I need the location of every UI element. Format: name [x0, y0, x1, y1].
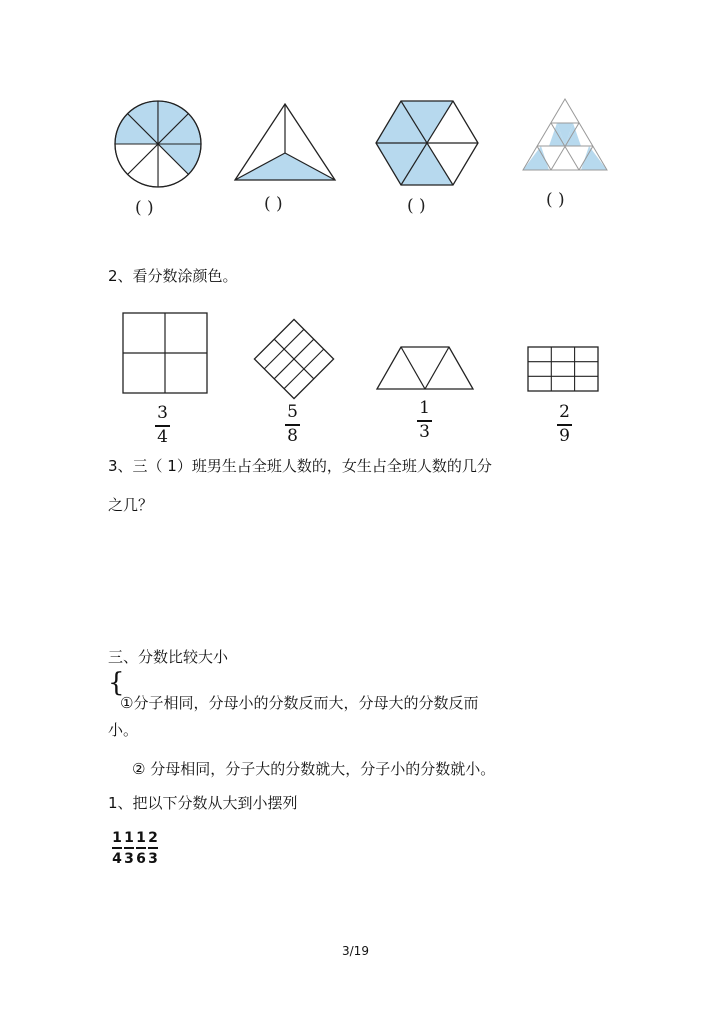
- fraction-five-eighths: [285, 404, 300, 445]
- rule-1-line-a: ①分子相同，分母小的分数反而大，分母大的分数反而: [120, 694, 479, 712]
- numerator: 2: [559, 402, 570, 422]
- numerator: 5: [287, 402, 298, 422]
- denominator: 6: [136, 850, 146, 867]
- denominator: 3: [419, 421, 430, 442]
- rule-2: ② 分母相同，分子大的分数就大，分子小的分数就小。: [132, 760, 496, 778]
- section-title: 三、分数比较大小: [108, 648, 229, 666]
- answer-blank-2: ( ): [264, 194, 283, 214]
- denominator: 4: [157, 426, 168, 447]
- denominator: 4: [112, 850, 122, 867]
- fraction-bar: [136, 847, 146, 849]
- denominator: 3: [148, 850, 158, 867]
- rule-1-line-b: 小。: [108, 721, 139, 739]
- question-1-title: 1、把以下分数从大到小摆列: [108, 794, 298, 812]
- denominator: 9: [559, 425, 570, 446]
- question-2-title: 2、看分数涂颜色。: [108, 267, 238, 285]
- grid-ninths-figure: [527, 346, 599, 396]
- fractions-to-order: [112, 831, 160, 866]
- fraction-one-fourth: [112, 831, 122, 866]
- numerator: 3: [157, 403, 168, 423]
- numerator: 1: [419, 398, 430, 418]
- question-3-line-1: 3、三（ 1）班男生占全班人数的，女生占全班人数的几分: [108, 457, 492, 475]
- square-quarters-figure: [122, 312, 208, 398]
- fraction-one-third: [417, 400, 432, 441]
- hexagon-sixths-figure: [374, 98, 480, 192]
- circle-eighths-figure: [112, 98, 204, 194]
- diamond-eighths-figure: [252, 317, 336, 405]
- answer-blank-1: ( ): [135, 198, 154, 218]
- numerator: 2: [148, 830, 158, 846]
- page-number: 3/19: [342, 944, 369, 958]
- fraction-two-ninths: [557, 404, 572, 445]
- fraction-bar: [124, 847, 134, 849]
- numerator: 1: [124, 830, 134, 846]
- fraction-three-fourths: [155, 405, 170, 446]
- question-3-line-2: 之几？: [108, 496, 154, 514]
- numerator: 1: [112, 830, 122, 846]
- triangle-ninths-figure: [520, 97, 610, 177]
- brace-symbol: {: [108, 668, 125, 698]
- triangle-thirds-figure: [232, 101, 338, 189]
- trapezoid-thirds-figure: [376, 345, 474, 395]
- fraction-one-sixth: [136, 831, 146, 866]
- fraction-two-thirds: [148, 831, 158, 866]
- denominator: 3: [124, 850, 134, 867]
- numerator: 1: [136, 830, 146, 846]
- answer-blank-4: ( ): [546, 190, 565, 210]
- fraction-bar: [112, 847, 122, 849]
- fraction-one-third: [124, 831, 134, 866]
- denominator: 8: [287, 425, 298, 446]
- fraction-bar: [148, 847, 158, 849]
- answer-blank-3: ( ): [407, 196, 426, 216]
